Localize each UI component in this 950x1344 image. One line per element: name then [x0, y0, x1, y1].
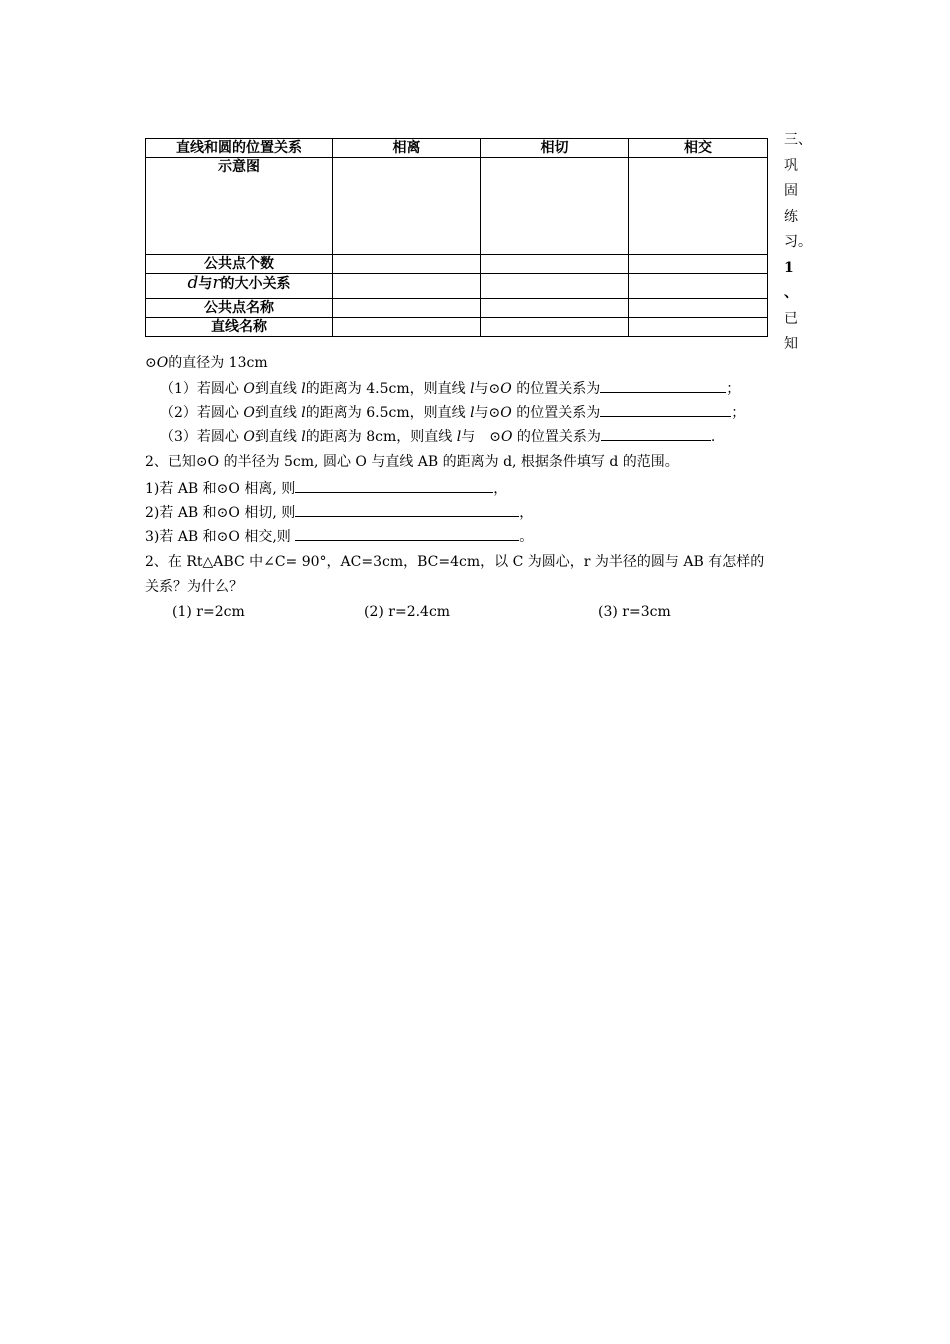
q1-text: （2）若圆心	[160, 405, 244, 421]
row-label: 直线名称	[146, 318, 333, 337]
q1-item-1	[160, 378, 740, 399]
q1-intro-text: 的直径为 13cm	[168, 355, 268, 371]
q3-option: (2) r=2.4cm	[364, 604, 451, 620]
l-symbol: l	[470, 405, 475, 421]
table-cell	[333, 158, 481, 255]
l-symbol: l	[301, 381, 306, 397]
position-relation-table	[145, 138, 768, 337]
o-symbol: O	[243, 429, 255, 445]
q2-item-3	[145, 526, 533, 547]
table-cell	[629, 299, 768, 318]
q1-text: 与⊙	[474, 405, 501, 421]
l-symbol: l	[301, 405, 306, 421]
vertical-char: 巩	[784, 157, 798, 174]
table-cell	[629, 255, 768, 274]
vertical-char: 已	[784, 310, 798, 327]
q1-intro	[145, 353, 268, 373]
q1-text: 到直线	[254, 381, 302, 397]
o-symbol: O	[500, 381, 512, 397]
q2-text: 1)若 AB 和⊙O 相离, 则	[145, 481, 296, 497]
table-row	[146, 255, 768, 274]
answer-blank[interactable]	[295, 526, 519, 541]
answer-blank[interactable]	[600, 378, 726, 393]
table-cell	[629, 158, 768, 255]
q1-text: 的位置关系为	[511, 405, 601, 421]
q1-text: 到直线	[254, 405, 302, 421]
circle-symbol: ⊙	[145, 355, 157, 371]
q1-text: 的位置关系为	[512, 429, 601, 445]
row-label-and: 与	[198, 276, 213, 292]
answer-blank[interactable]	[601, 426, 711, 441]
q1-text: 与⊙	[474, 381, 501, 397]
l-symbol: l	[301, 429, 306, 445]
q1-item-3	[160, 426, 715, 447]
q2-item-1	[145, 478, 507, 499]
q2-text: 2)若 AB 和⊙O 相切, 则	[145, 505, 296, 521]
vertical-char: 习。	[784, 234, 812, 250]
table-header-cell: 相切	[481, 139, 629, 158]
q3-option: (3) r=3cm	[598, 604, 671, 620]
o-symbol: O	[243, 405, 255, 421]
q1-text: 的距离为 4.5cm，则直线	[305, 381, 471, 397]
vertical-char: 固	[784, 183, 798, 199]
q1-text: （1）若圆心	[160, 381, 244, 397]
punctuation: 。	[519, 529, 534, 545]
q1-text: 与 ⊙	[461, 429, 501, 445]
table-header-cell: 相交	[629, 139, 768, 158]
table-header-cell: 直线和圆的位置关系	[146, 139, 333, 158]
table-row	[146, 299, 768, 318]
table-header-cell: 相离	[333, 139, 481, 158]
o-symbol: O	[156, 355, 169, 371]
table-cell	[481, 299, 629, 318]
table-row	[146, 274, 768, 299]
q1-text: 到直线	[254, 429, 302, 445]
q3-line-2: 关系？为什么？	[145, 579, 243, 595]
vertical-char: 练	[784, 208, 798, 225]
o-symbol: O	[243, 381, 255, 397]
punctuation: ，	[519, 505, 534, 521]
table-header-row	[146, 139, 768, 158]
punctuation: .	[710, 429, 716, 445]
table-row	[146, 318, 768, 337]
table-cell	[481, 158, 629, 255]
row-label: 公共点个数	[146, 255, 333, 274]
table-cell	[481, 318, 629, 337]
row-label-tail: 的大小关系	[220, 276, 291, 292]
answer-blank[interactable]	[295, 478, 493, 493]
q2-item-2	[145, 502, 533, 523]
table-cell	[333, 318, 481, 337]
o-symbol: O	[500, 429, 513, 445]
q1-item-2	[160, 402, 745, 423]
row-label: 公共点名称	[146, 299, 333, 318]
answer-blank[interactable]	[600, 402, 731, 417]
section-heading-vertical	[784, 128, 812, 358]
l-symbol: l	[470, 381, 475, 397]
q3-option: (1) r=2cm	[172, 604, 245, 620]
answer-blank[interactable]	[295, 502, 519, 517]
row-label: 示意图	[146, 158, 333, 255]
table-cell	[481, 255, 629, 274]
vertical-char: 1	[784, 259, 794, 276]
q2-text: 3)若 AB 和⊙O 相交,则	[145, 529, 296, 545]
q1-text: （3）若圆心	[160, 429, 244, 445]
vertical-char: 三、	[784, 132, 812, 148]
table-cell	[629, 274, 768, 299]
q1-text: 的距离为 6.5cm，则直线	[305, 405, 471, 421]
table-cell	[333, 274, 481, 299]
table-cell	[481, 274, 629, 299]
punctuation: ，	[493, 481, 508, 497]
table-cell	[333, 255, 481, 274]
q1-text: 的距离为 8cm，则直线	[305, 429, 457, 445]
row-label	[146, 274, 333, 299]
table-row	[146, 158, 768, 255]
d-symbol: d	[187, 273, 199, 293]
q2-title: 2、已知⊙O 的半径为 5cm, 圆心 O 与直线 AB 的距离为 d, 根据条件填写 d 的范围。	[145, 454, 679, 470]
q1-text: 的位置关系为	[511, 381, 601, 397]
punctuation: ；	[731, 405, 746, 421]
vertical-char: 、	[784, 285, 798, 301]
q3-line-1: 2、在 Rt△ABC 中∠C= 90°，AC=3cm，BC=4cm，以 C 为圆心，r 为半径的圆与 AB 有怎样的	[145, 554, 765, 570]
table-cell	[333, 299, 481, 318]
r-symbol: r	[212, 273, 221, 293]
punctuation: ；	[726, 381, 741, 397]
l-symbol: l	[456, 429, 462, 445]
o-symbol: O	[500, 405, 512, 421]
vertical-char: 知	[784, 336, 798, 352]
table-cell	[629, 318, 768, 337]
